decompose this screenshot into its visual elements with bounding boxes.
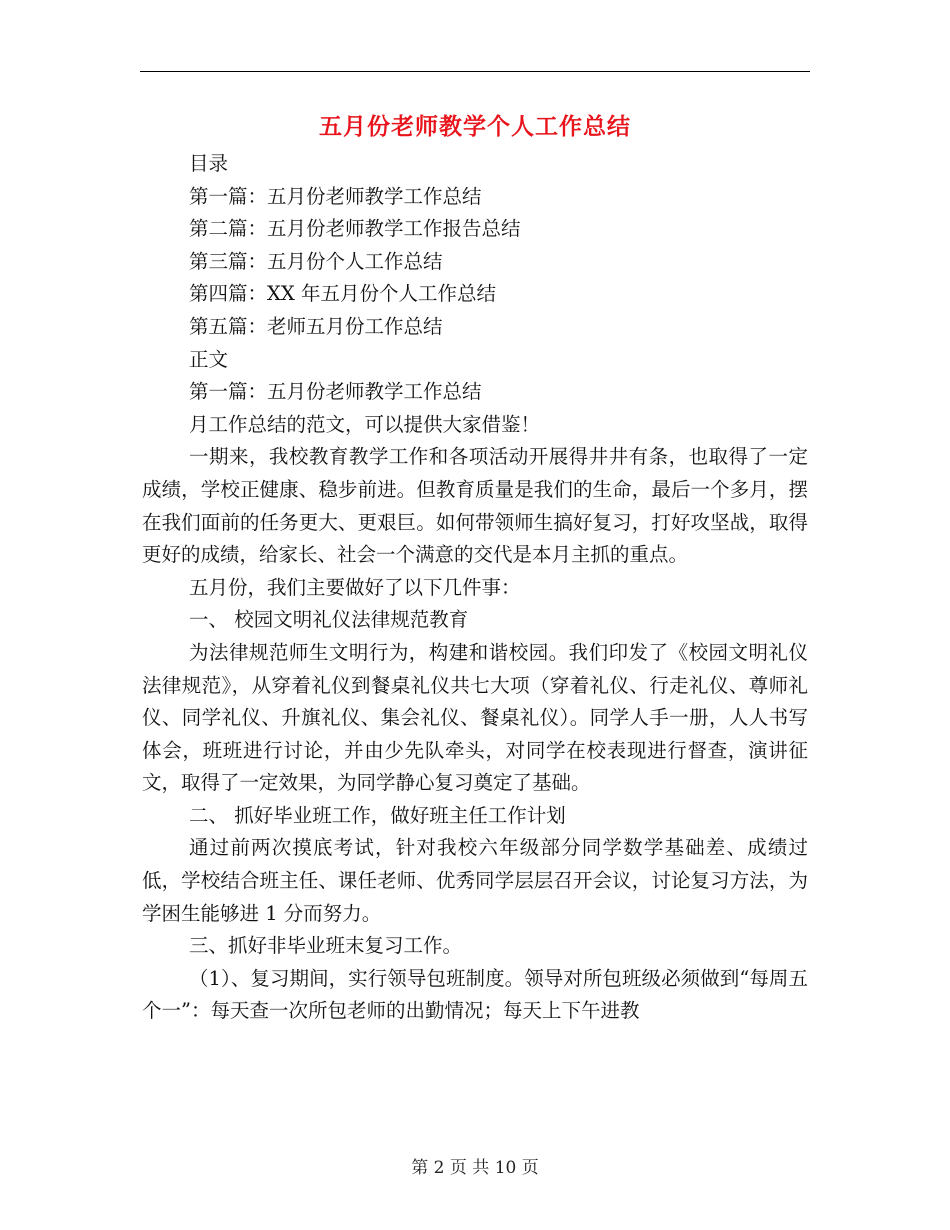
document-body xyxy=(142,148,808,1028)
toc-item: 第二篇：五月份老师教学工作报告总结 xyxy=(189,217,521,241)
chapter-title: 第一篇：五月份老师教学工作总结 xyxy=(189,380,482,404)
page-number: 第 2 页 共 10 页 xyxy=(411,1158,539,1178)
document-title: 五月份老师教学个人工作总结 xyxy=(319,113,631,140)
body-heading: 正文 xyxy=(189,347,229,371)
toc-item: 第五篇：老师五月份工作总结 xyxy=(189,314,443,338)
paragraph-summary-lead: 五月份，我们主要做好了以下几件事： xyxy=(189,575,521,599)
header-rule xyxy=(140,71,810,72)
toc-heading: 目录 xyxy=(189,152,229,175)
toc-item: 第四篇：XX 年五月份个人工作总结 xyxy=(189,282,496,306)
toc-item: 第三篇：五月份个人工作总结 xyxy=(189,249,443,273)
section-heading-1: 一、 校园文明礼仪法律规范教育 xyxy=(189,608,469,632)
section-heading-2: 二、 抓好毕业班工作，做好班主任工作计划 xyxy=(189,803,566,827)
section-body-3: （1）、复习期间，实行领导包班制度。领导对所包班级必须做到“每周五个一”：每天查一次所包老师的出勤情况；每天上下午进教 xyxy=(142,966,808,1023)
paragraph-intro: 月工作总结的范文，可以提供大家借鉴！ xyxy=(189,412,541,436)
section-body-2: 通过前两次摸底考试，针对我校六年级部分同学数学基础差、成绩过低，学校结合班主任、课任老师、优秀同学层层召开会议，讨论复习方法，为学困生能够进 1 分而努力。 xyxy=(142,836,808,925)
section-body-1: 为法律规范师生文明行为，构建和谐校园。我们印发了《校园文明礼仪法律规范》，从穿着礼仪到餐桌礼仪共七大项（穿着礼仪、行走礼仪、尊师礼仪、同学礼仪、升旗礼仪、集会礼仪、餐桌礼仪）。同学人手一册，人人书写体会，班班进行讨论，并由少先队牵头，对同学在校表现进行督查，演讲征文，取得了一定效果，为同学静心复习奠定了基础。 xyxy=(142,640,808,795)
toc-item: 第一篇：五月份老师教学工作总结 xyxy=(189,184,482,208)
section-heading-3: 三、抓好非毕业班末复习工作。 xyxy=(189,934,463,958)
paragraph-overview: 一期来，我校教育教学工作和各项活动开展得井井有条，也取得了一定成绩，学校正健康、稳步前进。但教育质量是我们的生命，最后一个多月，摆在我们面前的任务更大、更艰巨。如何带领师生搞好复习，打好攻坚战，取得更好的成绩，给家长、社会一个满意的交代是本月主抓的重点。 xyxy=(142,445,808,567)
